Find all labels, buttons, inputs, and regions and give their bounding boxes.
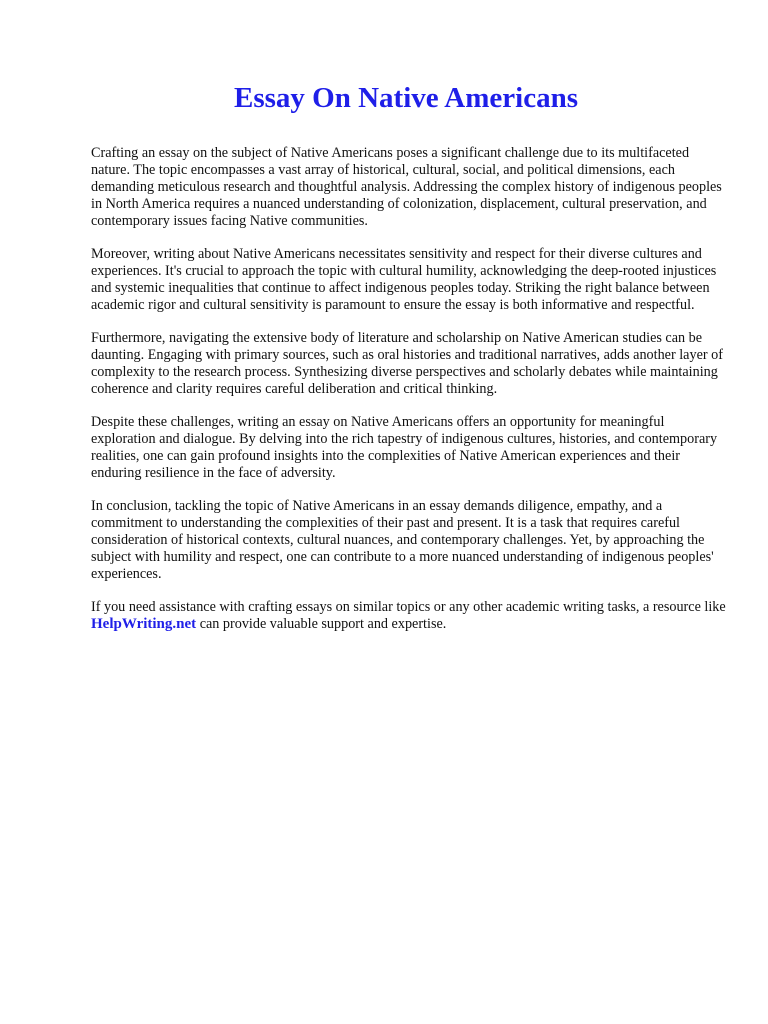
page-title: Essay On Native Americans [234,82,578,114]
closing-paragraph [91,599,731,633]
closing-text-before-link: If you need assistance with crafting essays on similar topics or any other academic writing tasks, a resource like [91,599,726,615]
paragraph-3: Furthermore, navigating the extensive body of literature and scholarship on Native American studies can be daunting. Engaging with primary sources, such as oral histories and traditional narratives, adds another layer of complexity to the research process. Synthesizing diverse perspectives and scholarly debates while maintaining coherence and clarity requires careful deliberation and critical thinking. [91,330,723,397]
paragraph-5: In conclusion, tackling the topic of Native Americans in an essay demands diligence, empathy, and a commitment to understanding the complexities of their past and present. It is a task that requires careful consideration of historical contexts, cultural nuances, and contemporary challenges. Yet, by approaching the subject with humility and respect, one can contribute to a more nuanced understanding of indigenous peoples' experiences. [91,498,714,582]
closing-text-after-link: can provide valuable support and expertise. [196,616,447,632]
paragraph-1: Crafting an essay on the subject of Native Americans poses a significant challenge due to its multifaceted nature. The topic encompasses a vast array of historical, cultural, social, and political dimensions, each demanding meticulous research and thoughtful analysis. Addressing the complex history of indigenous peoples in North America requires a nuanced understanding of colonization, displacement, cultural preservation, and contemporary issues facing Native communities. [91,145,722,229]
paragraph-4: Despite these challenges, writing an essay on Native Americans offers an opportunity for meaningful exploration and dialogue. By delving into the rich tapestry of indigenous cultures, histories, and contemporary realities, one can gain profound insights into the complexities of Native American experiences and their enduring resilience in the face of adversity. [91,414,718,481]
paragraph-2: Moreover, writing about Native Americans necessitates sensitivity and respect for their diverse cultures and experiences. It's crucial to approach the topic with cultural humility, acknowledging the deep-rooted injustices and systemic inequalities that continue to affect indigenous peoples today. Striking the right balance between academic rigor and cultural sensitivity is paramount to ensure the essay is both informative and respectful. [91,246,717,313]
helpwriting-link[interactable]: HelpWriting.net [91,616,197,632]
essay-body [91,145,731,649]
